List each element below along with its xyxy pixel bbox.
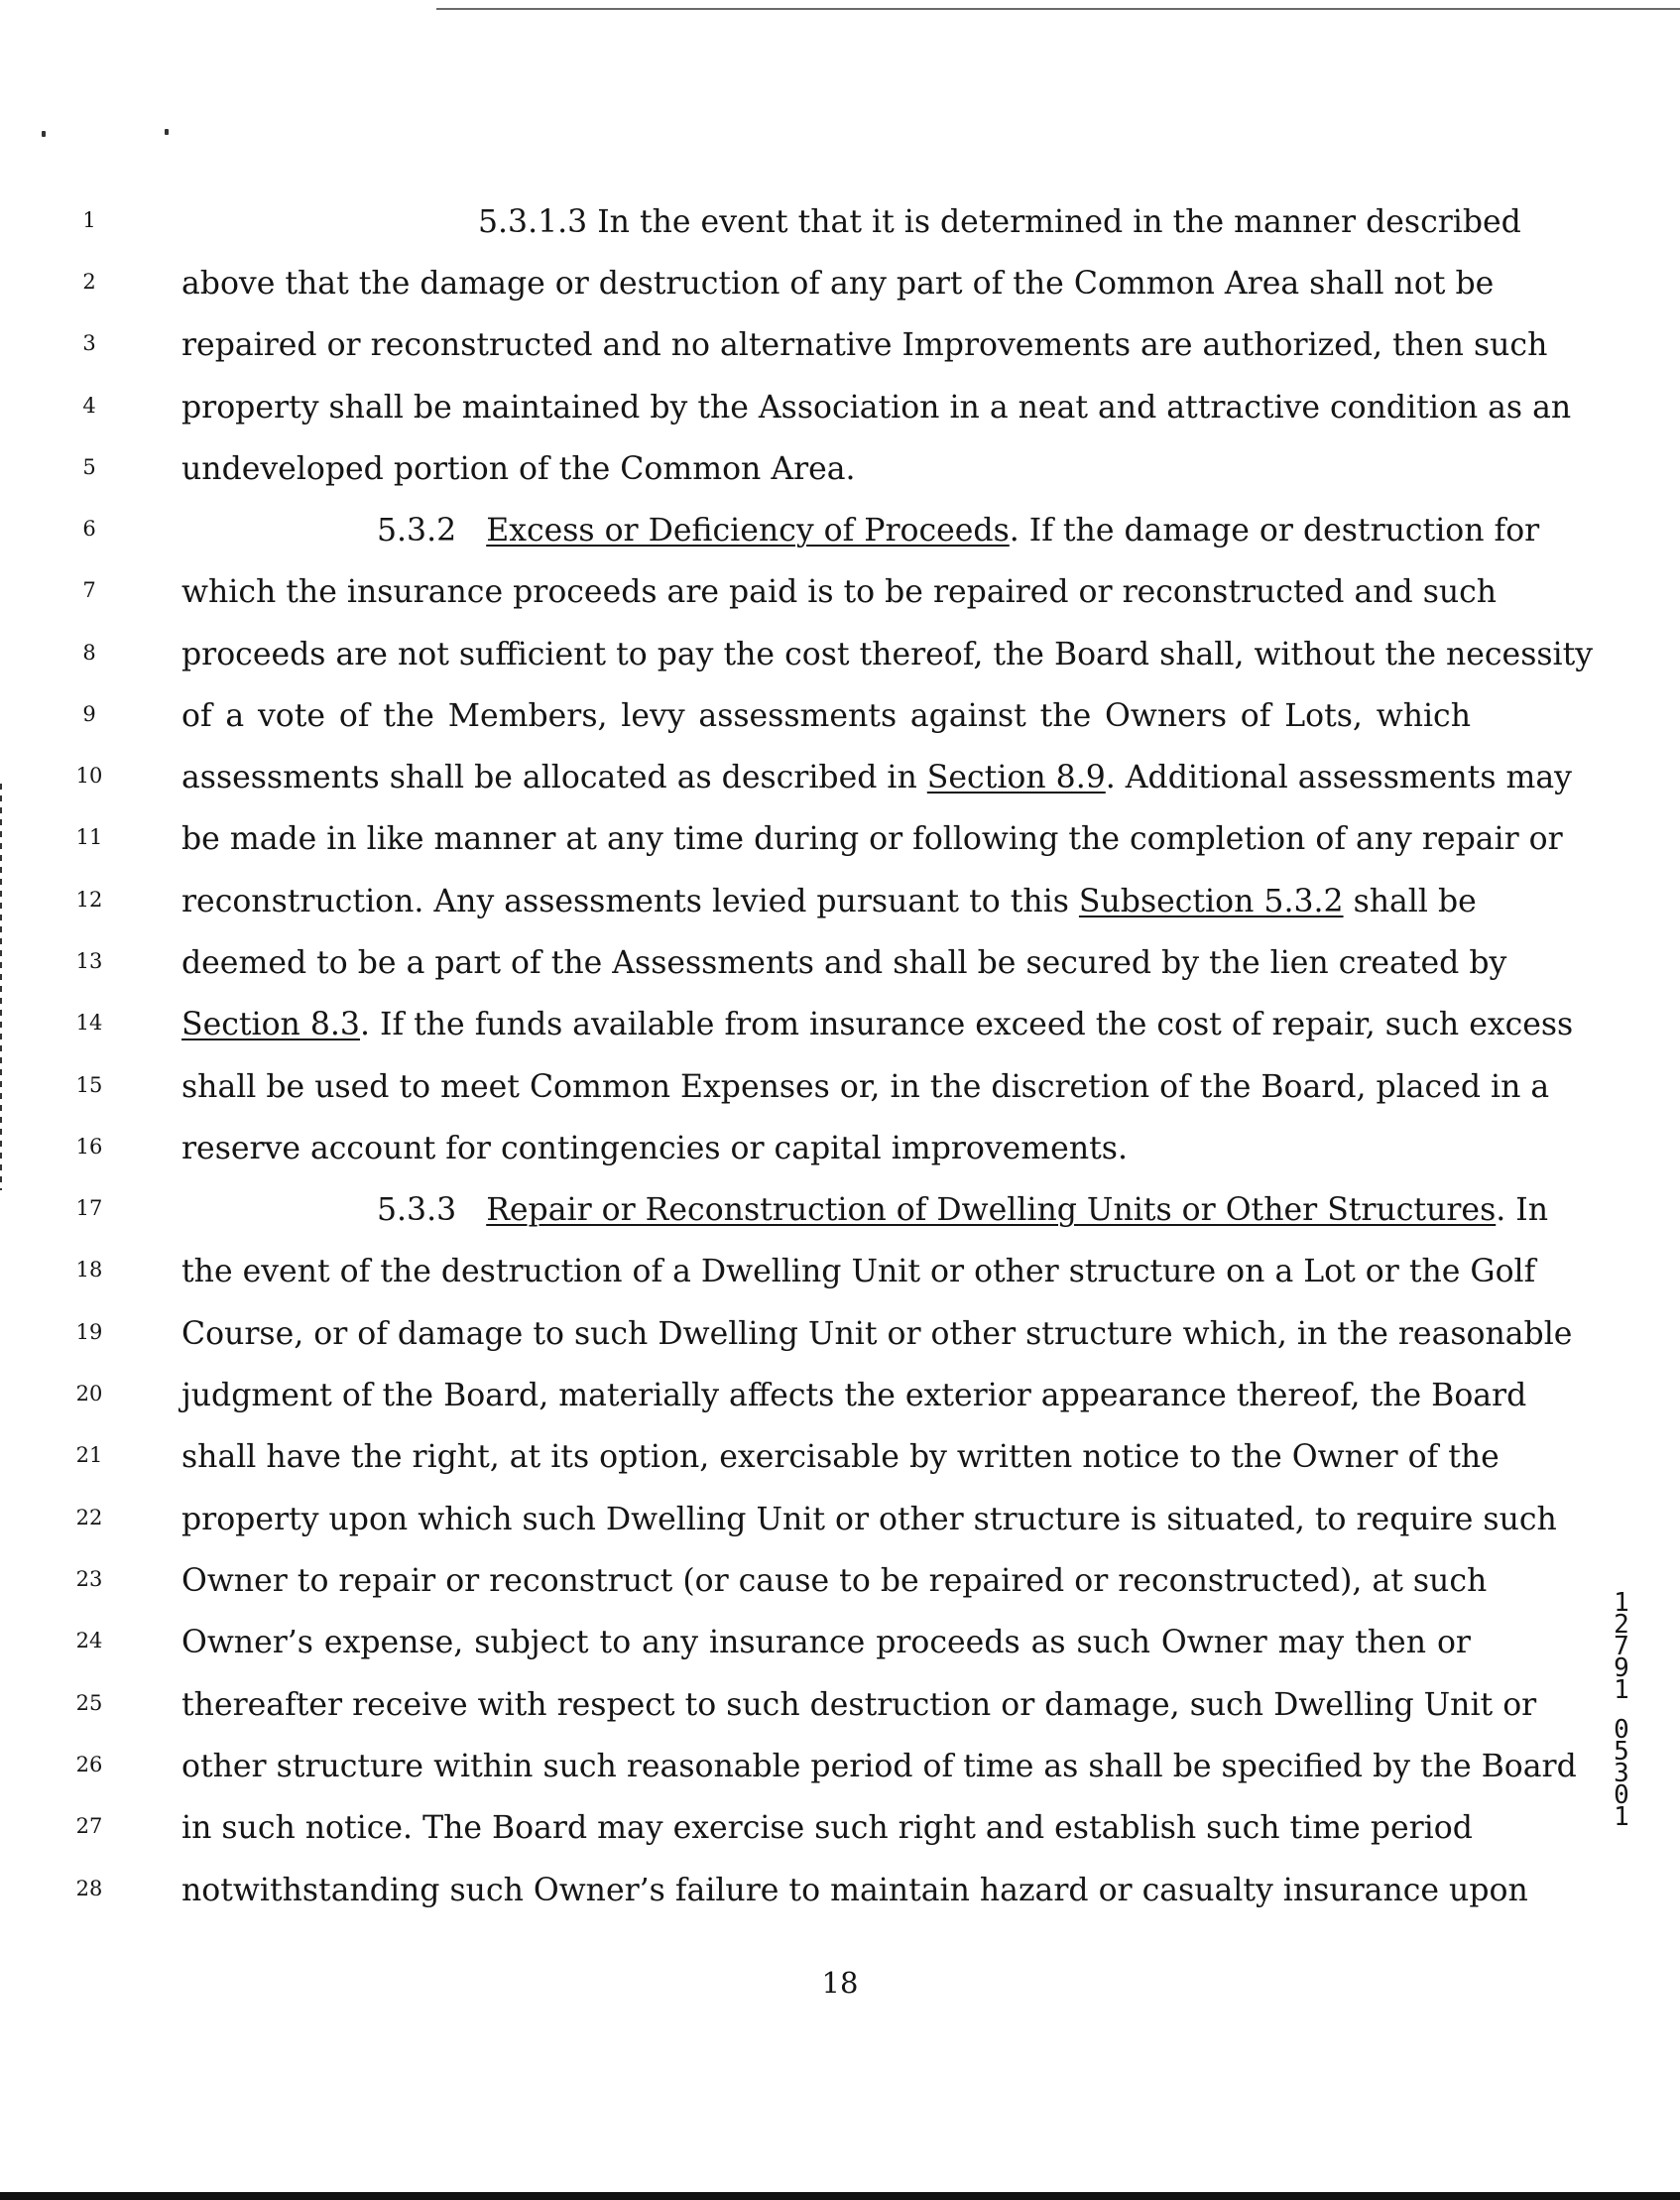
line-number: 14 (75, 1011, 103, 1035)
text-run: . If the funds available from insurance exceed the cost of repair, such excess (359, 1007, 1574, 1042)
stamp-digit: 7 (1614, 1632, 1629, 1661)
stamp-digit: 0 (1614, 1715, 1629, 1745)
text-line: 5.3.1.3 In the event that it is determined in the manner described (478, 204, 1521, 240)
section-reference: Subsection 5.3.2 (1078, 884, 1344, 919)
line-number: 28 (75, 1877, 103, 1900)
text-line: Course, or of damage to such Dwelling Unit or other structure which, in the reasonable (181, 1316, 1573, 1352)
stamp-digit: 5 (1614, 1737, 1629, 1767)
line-number: 23 (75, 1567, 103, 1591)
text-line (181, 882, 1477, 931)
text-run: . In (1496, 1192, 1548, 1228)
scan-speck (165, 129, 169, 135)
text-line: property upon which such Dwelling Unit or other structure is situated, to require such (181, 1502, 1557, 1537)
section-heading-line (377, 511, 1540, 560)
line-number: 26 (75, 1753, 103, 1776)
text-line: the event of the destruction of a Dwelling Unit or other structure on a Lot or the Golf (181, 1254, 1536, 1289)
stamp-digit: 3 (1614, 1759, 1629, 1788)
text-line: judgment of the Board, materially affects the exterior appearance thereof, the Board (181, 1378, 1527, 1413)
line-number: 3 (82, 331, 96, 355)
stamp-digit: 0 (1614, 1780, 1629, 1810)
text-line: in such notice. The Board may exercise such right and establish such time period (181, 1810, 1473, 1846)
bottom-scan-rule (0, 2192, 1680, 2200)
text-line: proceeds are not sufficient to pay the cost thereof, the Board shall, without the necessity (181, 637, 1594, 672)
scan-speck (42, 131, 46, 137)
line-number: 6 (82, 517, 96, 541)
line-number: 20 (75, 1382, 103, 1406)
line-number: 19 (75, 1320, 103, 1344)
line-number: 7 (82, 578, 96, 602)
section-heading: Repair or Reconstruction of Dwelling Units or Other Structures (486, 1192, 1497, 1228)
line-number: 24 (75, 1629, 103, 1652)
text-line: of a vote of the Members, levy assessments against the Owners of Lots, which (181, 698, 1471, 734)
line-number: 9 (82, 702, 96, 726)
line-number: 21 (75, 1443, 103, 1467)
text-line: undeveloped portion of the Common Area. (181, 451, 856, 487)
text-line: repaired or reconstructed and no alternative Improvements are authorized, then such (181, 327, 1548, 363)
text-line: Owner’s expense, subject to any insurance proceeds as such Owner may then or (181, 1625, 1471, 1660)
section-number: 5.3.3 (377, 1192, 457, 1228)
text-line: thereafter receive with respect to such destruction or damage, such Dwelling Unit or (181, 1687, 1537, 1723)
line-number: 10 (75, 764, 103, 788)
text-line: above that the damage or destruction of any part of the Common Area shall not be (181, 266, 1495, 302)
line-number: 5 (82, 455, 96, 479)
section-heading: Excess or Deficiency of Proceeds (486, 513, 1010, 549)
section-heading-line (377, 1190, 1548, 1240)
text-line: shall have the right, at its option, exercisable by written notice to the Owner of the (181, 1439, 1500, 1475)
line-number: 11 (75, 825, 103, 849)
text-line: reserve account for contingencies or capital improvements. (181, 1131, 1128, 1166)
page-number: 18 (821, 1966, 859, 2000)
text-line: notwithstanding such Owner’s failure to maintain hazard or casualty insurance upon (181, 1873, 1528, 1908)
line-number: 13 (75, 949, 103, 973)
text-line: Owner to repair or reconstruct (or cause to be repaired or reconstructed), at such (181, 1563, 1488, 1599)
stamp-digit: 1 (1614, 1675, 1629, 1705)
line-number: 4 (82, 394, 96, 418)
text-line (181, 1005, 1574, 1054)
text-line (181, 758, 1572, 807)
line-number: 27 (75, 1814, 103, 1838)
line-number: 18 (75, 1258, 103, 1282)
top-scan-rule (436, 8, 1680, 10)
text-line: property shall be maintained by the Association in a neat and attractive condition as an (181, 390, 1572, 426)
line-number: 12 (75, 888, 103, 912)
line-number: 8 (82, 641, 96, 665)
stamp-digit: 2 (1614, 1610, 1629, 1640)
stamp-digit: 1 (1614, 1802, 1629, 1832)
text-run: assessments shall be allocated as described in (181, 760, 927, 795)
document-id-stamp (1607, 1588, 1636, 1870)
line-number: 16 (75, 1135, 103, 1159)
left-margin-mark (0, 784, 2, 1190)
line-number: 22 (75, 1506, 103, 1529)
line-number: 25 (75, 1691, 103, 1715)
section-reference: Section 8.9 (926, 760, 1106, 795)
text-line: be made in like manner at any time during or following the completion of any repair or (181, 821, 1563, 857)
line-number: 1 (82, 208, 96, 232)
text-line: other structure within such reasonable period of time as shall be specified by the Board (181, 1749, 1577, 1784)
text-line: which the insurance proceeds are paid is to be repaired or reconstructed and such (181, 574, 1498, 610)
text-run: . Additional assessments may (1105, 760, 1572, 795)
text-run: reconstruction. Any assessments levied pursuant to this (181, 884, 1079, 919)
text-line: deemed to be a part of the Assessments and shall be secured by the lien created by (181, 945, 1507, 981)
stamp-digit: 1 (1614, 1588, 1629, 1618)
text-run: . If the damage or destruction for (1009, 513, 1540, 549)
section-reference: Section 8.3 (181, 1007, 360, 1042)
text-run: shall be (1343, 884, 1477, 919)
line-number: 15 (75, 1073, 103, 1097)
text-line: shall be used to meet Common Expenses or, in the discretion of the Board, placed in a (181, 1069, 1550, 1105)
section-number: 5.3.2 (377, 513, 457, 549)
line-number: 2 (82, 270, 96, 294)
stamp-digit: 9 (1614, 1653, 1629, 1683)
line-number: 17 (75, 1196, 103, 1220)
